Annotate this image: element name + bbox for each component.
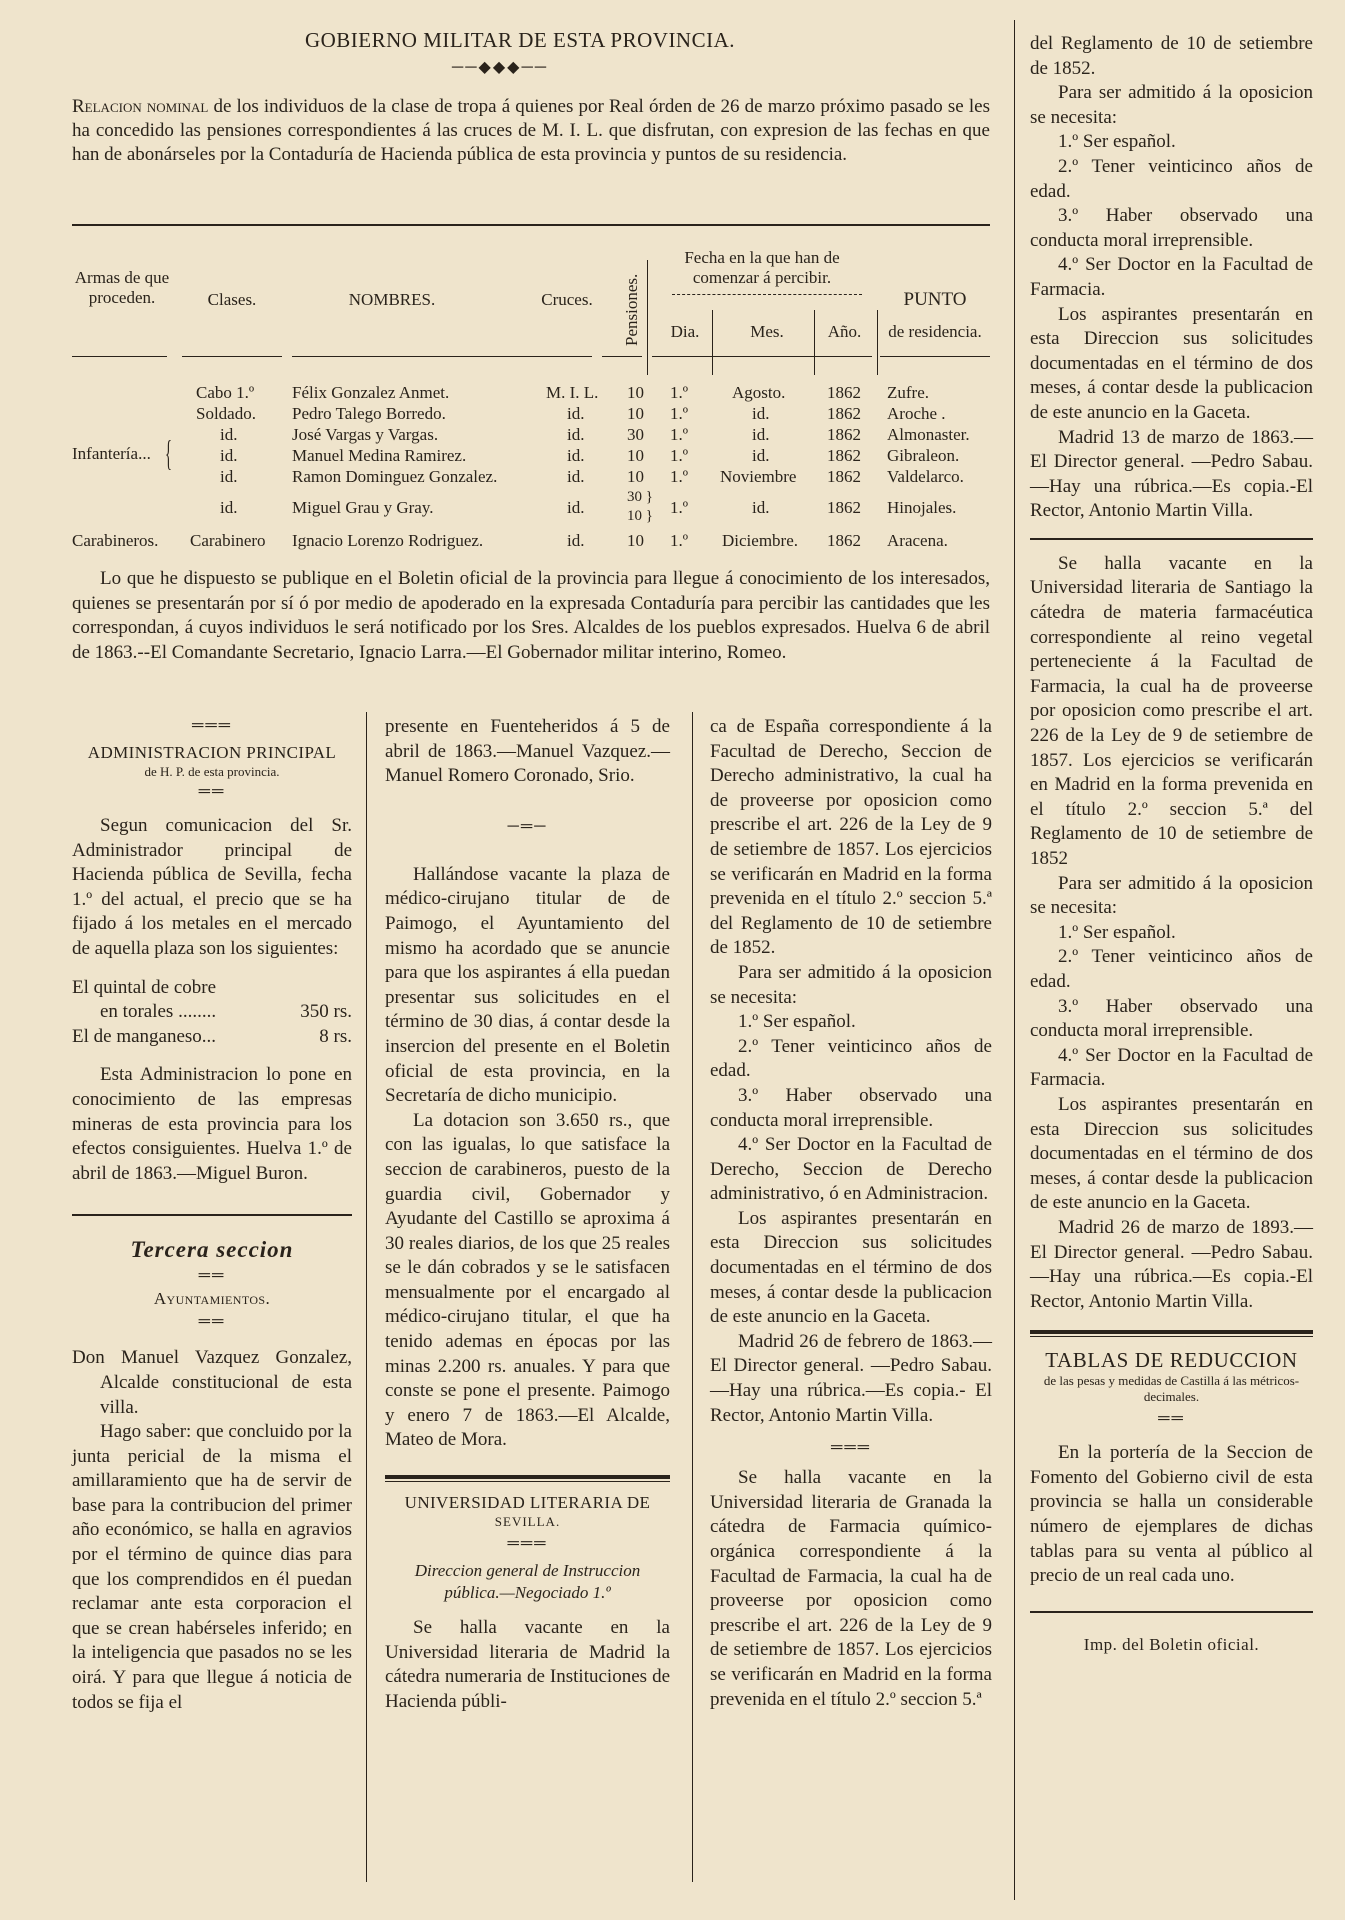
group-infanteria: Infantería... [72, 444, 151, 463]
row-pension: 10 [627, 531, 644, 550]
row-nombre: José Vargas y Vargas. [292, 425, 439, 444]
header-pensiones: Pensiones. [622, 273, 641, 347]
header-divider-d [877, 310, 878, 375]
dotacion-paragraph: La dotacion son 3.650 rs., que con las igualas, lo que satisface la seccion de carabineros, puesto de la guardia civil, Gobernador y Ayudante del Castillo se aproxima á 30 reales diarios, de los que 25 reales se le dán cobrados y se le satisfacen mensualmente por el encargado al médico-cirujano titular, el que ha tenido ademas en épocas por las minas 2.200 rs. anuales. Y para que conste se pone el presente. Paimogo y enero 7 de 1863.—El Alcalde, Mateo de Mora. [385, 1109, 670, 1451]
row-anio: 1862 [827, 425, 861, 444]
aspirantes-paragraph: Los aspirantes presentarán en esta Direccion sus solicitudes documentadas en el término de dos meses, á contar desde la publicacion de este anuncio en la Gaceta. [1030, 303, 1313, 423]
header-underline [72, 356, 167, 357]
row-anio: 1862 [827, 446, 861, 465]
row-punto: Aroche . [887, 404, 946, 423]
price-value: 8 rs. [319, 1025, 352, 1047]
requirement: 3.º Haber observado una conducta moral irreprensible. [1030, 995, 1313, 1042]
row-punto: Zufre. [887, 383, 930, 402]
row-punto: Hinojales. [887, 498, 957, 517]
title-ornament: ──◆◆◆── [451, 59, 549, 76]
row-clase: id. [220, 498, 238, 517]
column-2 [385, 715, 670, 1714]
row-mes: id. [752, 425, 770, 444]
requirements-intro: Para ser admitido á la oposicion se necesita: [1030, 82, 1313, 128]
table-top-rule [72, 224, 990, 226]
header-nombres: NOMBRES. [348, 290, 436, 309]
requirement: 2.º Tener veinticinco años de edad. [1030, 155, 1313, 202]
row-cruz: id. [567, 425, 585, 444]
row-anio: 1862 [827, 383, 861, 402]
header-residencia: de residencia. [888, 322, 982, 341]
aspirantes-paragraph: Los aspirantes presentarán en esta Direccion sus solicitudes documentadas en el término de dos meses, á contar desde la publicacion de este anuncio en la Gaceta. [1030, 1093, 1313, 1214]
admin-paragraph: Segun comunicacion del Sr. Administrador principal de Hacienda pública de Sevilla, fecha 1.º del actual, el precio que se ha fijado á los metales en el mercado de aquella plaza son los siguientes: [72, 815, 352, 959]
row-dia: 1.º [670, 446, 689, 465]
divider-ornament: ══ [1158, 1410, 1185, 1428]
header-underline [182, 356, 282, 357]
row-pension: 10 [627, 383, 644, 402]
row-mes: Noviembre [720, 467, 797, 486]
divider-ornament: ═══ [507, 1535, 548, 1553]
row-dia: 1.º [670, 531, 689, 550]
section-rule [1030, 1611, 1313, 1613]
requirement: 4.º Ser Doctor en la Facultad de Derecho, Seccion de Derecho administrativo, ó en Administracion. [710, 1134, 992, 1205]
requirement: 3.º Haber observado una conducta moral irreprensible. [1030, 205, 1313, 251]
group-carabineros: Carabineros. [72, 531, 159, 550]
header-anio: Año. [827, 322, 862, 341]
aspirantes-paragraph: Los aspirantes presentarán en esta Direccion sus solicitudes documentadas en el término de dos meses, á contar desde la publicacion de este anuncio en la Gaceta. [710, 1207, 992, 1328]
row-punto: Gibraleon. [887, 446, 960, 465]
tablas-paragraph: En la portería de la Seccion de Fomento del Gobierno civil de esta provincia se halla un considerable número de ejemplares de dichas tablas para su venta al público al precio de un real cada uno. [1030, 1442, 1313, 1587]
divider-ornament: ══ [198, 1313, 226, 1331]
signature: Madrid 13 de marzo de 1863.—El Director general. —Pedro Sabau.—Hay una rúbrica.—Es copia.-El Rector, Antonio Martin Villa. [1030, 426, 1313, 522]
hago-saber-paragraph: Hago saber: que concluido por la junta pericial de la misma el amillaramiento que ha de servir de base para la contribucion del primer año económico, se halla en agravios por el término de quince dias para que los comprendidos en él puedan reclamar ante esta corporacion el que se crean habérseles inferido; en la inteligencia que pasados no se les oirá. Y para que llegue á noticia de todos se fija el [72, 1421, 352, 1713]
admin-subtitle: de H. P. de esta provincia. [144, 764, 280, 779]
row-cruz: id. [567, 498, 585, 517]
header-divider-c [814, 310, 815, 375]
pensions-table [72, 230, 990, 560]
row-nombre: Manuel Medina Ramirez. [292, 446, 467, 465]
row-mes: id. [752, 498, 770, 517]
row-clase: id. [220, 467, 238, 486]
intro-text: de los individuos de la clase de tropa á quienes por Real órden de 26 de marzo próximo pasado se les ha concedido las pensiones correspondientes á las cruces de M. I. L. que disfrutan, con expresion de las fechas en que han de abonárseles por la Contaduría de Hacienda pública de esta provincia y puntos de su residencia. [72, 96, 990, 165]
admin-paragraph: Esta Administracion lo pone en conocimiento de las empresas mineras de esta provincia para los efectos consiguientes. Huelva 1.º de abril de 1863.—Miguel Buron. [72, 1064, 352, 1184]
header-underline [292, 356, 592, 357]
row-clase: Carabinero [190, 531, 266, 550]
row-cruz: id. [567, 467, 585, 486]
row-cruz: M. I. L. [546, 383, 599, 402]
row-nombre: Félix Gonzalez Anmet. [292, 383, 450, 402]
direccion-heading: Direccion general de Instruccion pública.—Negociado 1.º [414, 1561, 641, 1603]
section-title: GOBIERNO MILITAR DE ESTA PROVINCIA. [304, 28, 736, 52]
column-4 [1030, 32, 1313, 1657]
divider-ornament: ═══ [830, 1439, 871, 1457]
column-3 [710, 715, 992, 1712]
header-underline [652, 356, 872, 357]
row-dia: 1.º [670, 383, 689, 402]
row-mes: Diciembre. [722, 531, 798, 550]
vacante-paragraph: Hallándose vacante la plaza de médico-cirujano titular de de Paimogo, el Ayuntamiento del mismo ha acordado que se anuncie para que los aspirantes á ella puedan presentar sus solicitudes en el término de 30 dias, á contar desde la insercion del presente en el Boletin oficial de esta provincia, en la Secretaría de dicho municipio. [385, 863, 670, 1107]
row-anio: 1862 [827, 498, 861, 517]
row-nombre: Miguel Grau y Gray. [292, 498, 434, 517]
header-mes: Mes. [750, 322, 784, 341]
section-rule [1030, 538, 1313, 540]
requirement: 4.º Ser Doctor en la Facultad de Farmacia. [1030, 1044, 1313, 1091]
row-pension: 30 [627, 425, 644, 444]
section-rule [385, 1475, 670, 1479]
tercera-seccion-title: Tercera seccion [130, 1237, 294, 1263]
row-mes: Agosto. [732, 383, 786, 402]
price-label: en torales ........ [100, 1001, 217, 1023]
row-clase: id. [220, 425, 238, 444]
requirement: 2.º Tener veinticinco años de edad. [710, 1035, 992, 1082]
signature: Madrid 26 de marzo de 1893.—El Director general. —Pedro Sabau.—Hay una rúbrica.—Es copia.-El Rector, Antonio Martin Villa. [1030, 1216, 1313, 1312]
section-rule [385, 1481, 670, 1482]
row-anio: 1862 [827, 404, 861, 423]
row-cruz: id. [567, 446, 585, 465]
column-divider-2 [692, 712, 693, 1882]
ayuntamientos-title: Ayuntamientos. [153, 1289, 271, 1309]
row-dia: 1.º [670, 404, 689, 423]
row-punto: Almonaster. [887, 425, 970, 444]
header-fecha-rule [672, 294, 862, 295]
santiago-paragraph: Se halla vacante en la Universidad literaria de Santiago la cátedra de materia farmacéutica correspondiente al reino vegetal perteneciente á la Facultad de Farmacia, la cual ha de proveerse por oposicion como prescribe el art. 226 de la Ley de 9 de setiembre de 1857. Los ejercicios se verificarán en Madrid en la forma prevenida en el título 2.º seccion 5.ª del Reglamento de 10 de setiembre de 1852 [1030, 552, 1313, 869]
requirement: 4.º Ser Doctor en la Facultad de Farmacia. [1030, 254, 1313, 300]
row-dia: 1.º [670, 498, 689, 517]
header-underline [602, 356, 642, 357]
row-anio: 1862 [827, 467, 861, 486]
row-mes: id. [752, 446, 770, 465]
price-label: El de manganeso... [72, 1025, 217, 1047]
intro-paragraph [72, 95, 990, 167]
header-dia: Dia. [670, 322, 700, 341]
row-punto: Valdelarco. [887, 467, 964, 486]
row-nombre: Pedro Talego Borredo. [292, 404, 446, 423]
row-pension: 30 } 10 } [627, 489, 653, 524]
requirement: 1.º Ser español. [1058, 921, 1176, 943]
tablas-subtitle: de las pesas y medidas de Castilla á las métricos-decimales. [1043, 1373, 1300, 1405]
header-divider-a [647, 260, 648, 375]
header-punto: PUNTO [903, 289, 967, 310]
requirements-intro: Para ser admitido á la oposicion se necesita: [1030, 872, 1313, 919]
imprint: Imp. del Boletin oficial. [1083, 1634, 1260, 1654]
column-1 [72, 718, 352, 1715]
requirement: 3.º Haber observado una conducta moral irreprensible. [710, 1084, 992, 1131]
column-divider-right [1014, 20, 1015, 1900]
price-value: 350 rs. [300, 1001, 352, 1023]
row-pension: 10 [627, 467, 644, 486]
header-clases: Clases. [207, 290, 257, 309]
universidad-subtitle: SEVILLA. [494, 1514, 561, 1530]
row-clase: Soldado. [196, 404, 256, 423]
divider-ornament: ═══ [191, 717, 232, 734]
tablas-title: TABLAS DE REDUCCION [1045, 1348, 1298, 1373]
row-dia: 1.º [670, 425, 689, 444]
row-pension: 10 [627, 446, 644, 465]
row-nombre: Ignacio Lorenzo Rodriguez. [292, 531, 484, 550]
row-cruz: id. [567, 531, 585, 550]
signature: Madrid 26 de febrero de 1863.—El Director general. —Pedro Sabau.—Hay una rúbrica.—Es copia.- El Rector, Antonio Martin Villa. [710, 1330, 992, 1426]
header-fecha: Fecha en la que han de comenzar á percibir. [684, 248, 840, 287]
requirement: 2.º Tener veinticinco años de edad. [1030, 946, 1313, 992]
universidad-title: UNIVERSIDAD LITERARIA DE [404, 1493, 651, 1513]
price-row [72, 1025, 352, 1050]
requirement: 1.º Ser español. [1058, 131, 1176, 153]
row-punto: Aracena. [887, 531, 948, 550]
header-divider-b [712, 310, 713, 375]
continuation-paragraph: del Reglamento de 10 de setiembre de 1852. [1030, 33, 1313, 79]
row-clase: id. [220, 446, 238, 465]
divider-ornament: ══ [198, 783, 226, 800]
admin-title: ADMINISTRACION PRINCIPAL [87, 743, 337, 762]
header-cruces: Cruces. [541, 290, 593, 309]
group-brace: { [165, 433, 172, 473]
granada-paragraph: Se halla vacante en la Universidad literaria de Granada la cátedra de Farmacia químico-orgánica correspondiente á la Facultad de Farmacia, la cual ha de proveerse por oposicion como prescribe el art. 226 de la Ley de 9 de setiembre de 1857. Los ejercicios se verificarán en Madrid en la forma prevenida en el título 2.º seccion 5.ª [710, 1467, 992, 1710]
intro-lead: Relacion nominal [72, 96, 209, 117]
row-anio: 1862 [827, 531, 861, 550]
row-nombre: Ramon Dominguez Gonzalez. [292, 467, 498, 486]
row-cruz: id. [567, 404, 585, 423]
madrid-vacante-paragraph: Se halla vacante en la Universidad literaria de Madrid la cátedra numeraria de Instituciones de Hacienda públi- [385, 1617, 670, 1712]
section-rule [1030, 1336, 1313, 1337]
cobre-label: El quintal de cobre [72, 976, 217, 998]
closing-paragraph: Lo que he dispuesto se publique en el Boletin oficial de la provincia para llegue á conocimiento de los interesados, quienes se presentarán por sí ó por medio de apoderado en la expresada Contaduría para percibir las cantidades que les correspondan, á cuyos individuos le será notificado por los Sres. Alcaldes de los pueblos expresados. Huelva 6 de abril de 1863.--El Comandante Secretario, Ignacio Larra.—El Gobernador militar interino, Romeo. [72, 568, 990, 663]
continuation-paragraph: presente en Fuenteheridos á 5 de abril de 1863.—Manuel Vazquez.—Manuel Romero Coronado, Srio. [385, 716, 670, 787]
row-clase: Cabo 1.º [196, 383, 255, 402]
divider-ornament: ─═─ [507, 817, 548, 835]
section-rule [1030, 1330, 1313, 1334]
header-armas: Armas de que proceden. [74, 268, 170, 307]
row-mes: id. [752, 404, 770, 423]
column-divider-1 [366, 712, 367, 1882]
section-rule [72, 1214, 352, 1216]
row-dia: 1.º [670, 467, 689, 486]
price-row [72, 1000, 352, 1025]
requirements-intro: Para ser admitido á la oposicion se necesita: [710, 961, 992, 1008]
divider-ornament: ══ [198, 1267, 226, 1285]
header-underline [880, 356, 990, 357]
alcalde-heading: Don Manuel Vazquez Gonzalez, Alcalde constitucional de esta villa. [72, 1347, 352, 1418]
requirement: 1.º Ser español. [738, 1011, 856, 1033]
continuation-paragraph: ca de España correspondiente á la Facultad de Derecho, Seccion de Derecho administrativo, la cual ha de proveerse por oposicion como prescribe el art. 226 de la Ley de 9 de setiembre de 1857. Los ejercicios se verificarán en Madrid en la forma prevenida en el título 2.º seccion 5.ª del Reglamento de 10 de setiembre de 1852. [710, 716, 992, 959]
row-pension: 10 [627, 404, 644, 423]
